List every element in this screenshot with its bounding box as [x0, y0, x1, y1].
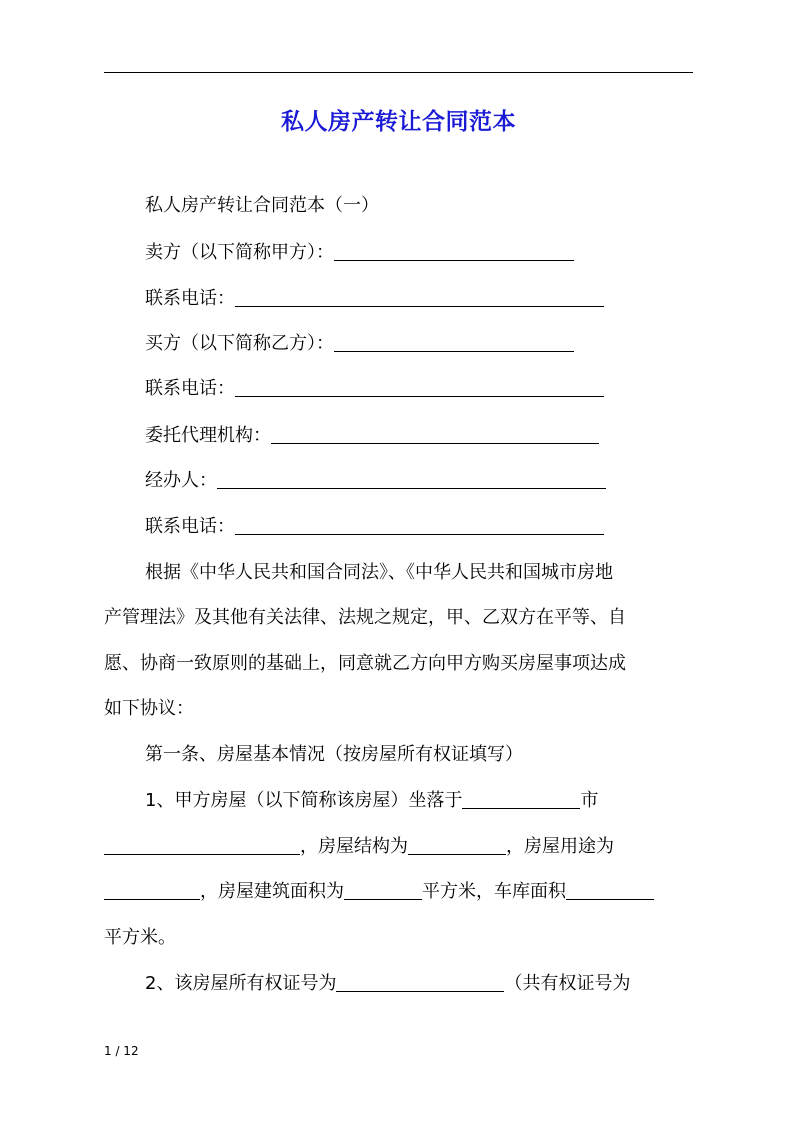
garage-unit: 平方米。 — [104, 927, 176, 948]
structure-blank[interactable] — [408, 836, 506, 855]
agency-label: 委托代理机构： — [145, 425, 271, 446]
handler-field — [145, 469, 606, 493]
article-1-title — [145, 743, 523, 767]
certificate-blank[interactable] — [336, 973, 504, 992]
agency-blank[interactable] — [271, 425, 599, 444]
buyer-label: 买方（以下简称乙方）： — [145, 333, 334, 354]
intro-text-4: 如下协议： — [104, 698, 194, 719]
seller-phone-label: 联系电话： — [145, 288, 235, 309]
item-1-line-1 — [145, 789, 598, 813]
handler-blank[interactable] — [217, 470, 606, 489]
structure-label: ，房屋结构为 — [300, 836, 408, 857]
handler-label: 经办人： — [145, 470, 217, 491]
agency-phone-label: 联系电话： — [145, 516, 235, 537]
buyer-blank[interactable] — [334, 333, 574, 352]
seller-blank[interactable] — [334, 242, 574, 261]
buyer-phone-field — [145, 377, 604, 401]
agency-phone-field — [145, 515, 604, 539]
agency-phone-blank[interactable] — [235, 516, 604, 535]
buyer-phone-label: 联系电话： — [145, 378, 235, 399]
co-ownership-label: （共有权证号为 — [504, 973, 631, 994]
header-rule — [104, 72, 693, 73]
article-1-title-text: 第一条、房屋基本情况（按房屋所有权证填写） — [145, 744, 523, 765]
buyer-field — [145, 332, 574, 356]
seller-label: 卖方（以下简称甲方）： — [145, 242, 334, 263]
seller-phone-field — [145, 287, 604, 311]
intro-paragraph-line-1 — [145, 561, 613, 585]
contract-heading — [145, 194, 379, 218]
city-blank[interactable] — [462, 790, 580, 809]
garage-blank[interactable] — [566, 881, 654, 900]
contract-heading-text: 私人房产转让合同范本（一） — [145, 195, 379, 216]
intro-text-3: 愿、协商一致原则的基础上，同意就乙方向甲方购买房屋事项达成 — [104, 653, 626, 674]
intro-paragraph-line-4 — [104, 697, 194, 721]
usage-blank[interactable] — [104, 881, 200, 900]
item-1-city-suffix: 市 — [580, 790, 599, 811]
item-1-line-3 — [104, 880, 654, 904]
item-2-line-1 — [145, 972, 630, 996]
intro-text-1: 根据《中华人民共和国合同法》、《中华人民共和国城市房地 — [145, 562, 613, 583]
intro-paragraph-line-2 — [104, 606, 626, 630]
page-indicator: 1 / 12 — [104, 1044, 139, 1058]
garage-label: 平方米，车库面积 — [422, 881, 566, 902]
seller-phone-blank[interactable] — [235, 288, 604, 307]
buyer-phone-blank[interactable] — [235, 378, 604, 397]
area-blank[interactable] — [344, 881, 422, 900]
seller-field — [145, 241, 574, 265]
usage-label: ，房屋用途为 — [506, 836, 614, 857]
intro-paragraph-line-3 — [104, 652, 626, 676]
certificate-label: 2、该房屋所有权证号为 — [145, 973, 337, 994]
area-label: ，房屋建筑面积为 — [200, 881, 344, 902]
document-title: 私人房产转让合同范本 — [281, 109, 516, 135]
agency-field — [145, 424, 599, 448]
intro-text-2: 产管理法》及其他有关法律、法规之规定，甲、乙双方在平等、自 — [104, 607, 626, 628]
item-1-location-label: 1、甲方房屋（以下简称该房屋）坐落于 — [145, 790, 463, 811]
item-1-line-4 — [104, 926, 176, 950]
item-1-line-2 — [104, 835, 614, 859]
address-blank[interactable] — [104, 836, 300, 855]
